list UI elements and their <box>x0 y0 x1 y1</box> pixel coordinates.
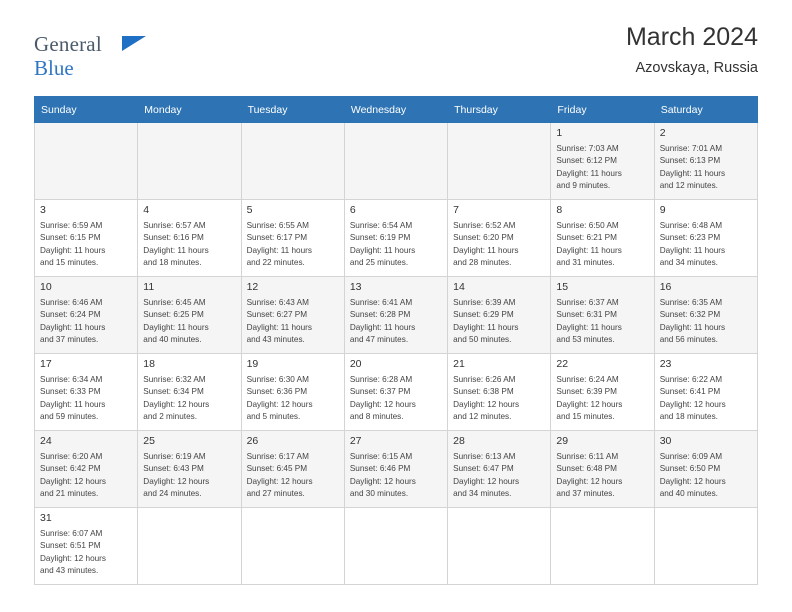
day-info-line: Daylight: 11 hours <box>246 322 312 332</box>
calendar-day-cell <box>654 354 757 431</box>
day-info-line: Sunrise: 6:59 AM <box>40 220 103 230</box>
day-info-line: and 34 minutes. <box>453 489 512 498</box>
day-info-line: Sunset: 6:16 PM <box>143 233 204 243</box>
calendar-day-cell <box>344 277 447 354</box>
calendar-day-cell <box>654 431 757 508</box>
day-number: 14 <box>453 281 465 293</box>
calendar-day-cell <box>241 431 344 508</box>
calendar-day-cell <box>241 354 344 431</box>
day-info-line: Sunset: 6:27 PM <box>246 310 308 320</box>
calendar-cell-empty <box>551 508 654 585</box>
weekday-header-thursday: Thursday <box>448 97 551 123</box>
day-info-line: and 12 minutes. <box>659 181 718 190</box>
day-info-line: Daylight: 12 hours <box>143 399 210 409</box>
calendar-cell-empty <box>35 123 138 200</box>
day-sun-info <box>247 297 339 347</box>
day-number: 13 <box>349 281 362 293</box>
sunrise-sunset-calendar <box>34 96 758 585</box>
day-info-line: and 27 minutes. <box>246 489 305 498</box>
day-info-line: and 43 minutes. <box>246 335 305 344</box>
page-title: March 2024 <box>625 23 758 51</box>
calendar-day-cell <box>35 200 138 277</box>
day-info-line: Sunrise: 6:45 AM <box>143 297 206 307</box>
title-block <box>626 22 758 76</box>
calendar-week-row <box>35 123 758 200</box>
day-info-line: Sunrise: 6:52 AM <box>453 220 516 230</box>
calendar-day-cell <box>344 431 447 508</box>
page-header <box>34 22 758 84</box>
calendar-day-cell <box>448 431 551 508</box>
day-sun-info <box>40 220 132 270</box>
calendar-day-cell <box>241 277 344 354</box>
day-info-line: Sunset: 6:12 PM <box>556 156 617 166</box>
calendar-day-cell <box>138 354 241 431</box>
day-info-line: and 47 minutes. <box>349 335 409 344</box>
day-info-line: Sunset: 6:24 PM <box>40 310 101 320</box>
day-sun-info <box>556 297 648 347</box>
day-info-line: Daylight: 12 hours <box>556 476 623 486</box>
day-info-line: Daylight: 11 hours <box>659 322 726 332</box>
day-info-line: Sunset: 6:47 PM <box>453 464 514 474</box>
day-number: 10 <box>40 281 52 293</box>
day-number: 7 <box>453 204 459 216</box>
day-info-line: Daylight: 12 hours <box>556 399 623 409</box>
day-number: 3 <box>40 204 46 216</box>
day-number: 2 <box>659 127 666 139</box>
calendar-day-cell <box>344 354 447 431</box>
day-sun-info <box>453 374 545 424</box>
weekday-header-friday: Friday <box>551 97 654 123</box>
day-info-line: Sunrise: 6:09 AM <box>659 451 723 461</box>
day-number: 1 <box>556 127 563 139</box>
day-number: 25 <box>143 435 155 447</box>
day-info-line: Sunrise: 6:30 AM <box>246 374 309 384</box>
calendar-day-cell <box>35 354 138 431</box>
day-number: 23 <box>659 358 672 370</box>
day-info-line: Sunset: 6:45 PM <box>246 464 308 474</box>
day-info-line: Daylight: 11 hours <box>659 245 726 255</box>
calendar-day-cell <box>551 431 654 508</box>
day-info-line: Sunset: 6:50 PM <box>659 464 721 474</box>
day-info-line: and 25 minutes. <box>349 258 409 267</box>
day-sun-info <box>660 143 752 193</box>
calendar-day-cell <box>551 200 654 277</box>
day-info-line: Sunrise: 6:34 AM <box>40 374 103 384</box>
day-info-line: Daylight: 11 hours <box>453 245 519 255</box>
day-info-line: Daylight: 12 hours <box>40 476 106 486</box>
day-info-line: Daylight: 11 hours <box>143 245 209 255</box>
day-info-line: Sunset: 6:46 PM <box>349 464 411 474</box>
day-info-line: and 43 minutes. <box>40 566 99 575</box>
day-info-line: Daylight: 12 hours <box>453 399 520 409</box>
day-info-line: Daylight: 11 hours <box>246 245 312 255</box>
weekday-header-monday: Monday <box>138 97 241 123</box>
calendar-day-cell <box>654 200 757 277</box>
day-info-line: Daylight: 12 hours <box>143 476 210 486</box>
day-sun-info <box>556 220 648 270</box>
day-info-line: Sunrise: 6:46 AM <box>40 297 103 307</box>
day-info-line: Daylight: 12 hours <box>659 399 726 409</box>
day-sun-info <box>556 451 648 501</box>
calendar-day-cell <box>551 354 654 431</box>
day-sun-info <box>247 220 339 270</box>
calendar-day-cell <box>551 123 654 200</box>
general-blue-logo <box>34 22 154 79</box>
day-info-line: Daylight: 11 hours <box>349 245 416 255</box>
day-info-line: Daylight: 12 hours <box>453 476 520 486</box>
calendar-day-cell <box>654 123 757 200</box>
day-info-line: Daylight: 12 hours <box>349 399 416 409</box>
day-info-line: Sunrise: 6:55 AM <box>246 220 309 230</box>
day-info-line: Sunrise: 6:48 AM <box>659 220 723 230</box>
calendar-day-cell <box>448 354 551 431</box>
day-info-line: Daylight: 11 hours <box>556 322 622 332</box>
day-info-line: Sunset: 6:32 PM <box>659 310 721 320</box>
day-number: 21 <box>453 358 465 370</box>
day-info-line: Sunset: 6:28 PM <box>349 310 411 320</box>
day-number: 6 <box>349 204 356 216</box>
day-info-line: Sunset: 6:36 PM <box>246 387 308 397</box>
day-info-line: Sunrise: 6:43 AM <box>246 297 309 307</box>
day-info-line: Sunset: 6:41 PM <box>659 387 721 397</box>
day-info-line: Sunset: 6:48 PM <box>556 464 617 474</box>
day-info-line: Sunrise: 7:03 AM <box>556 143 619 153</box>
day-info-line: and 34 minutes. <box>659 258 718 267</box>
day-info-line: Sunset: 6:23 PM <box>659 233 721 243</box>
calendar-day-cell <box>654 277 757 354</box>
day-info-line: and 12 minutes. <box>453 412 512 421</box>
day-info-line: Sunrise: 6:35 AM <box>659 297 723 307</box>
day-info-line: and 24 minutes. <box>143 489 202 498</box>
calendar-cell-empty <box>138 123 241 200</box>
calendar-week-row <box>35 200 758 277</box>
day-sun-info <box>660 220 752 270</box>
day-info-line: Sunset: 6:33 PM <box>40 387 101 397</box>
day-sun-info <box>350 374 442 424</box>
day-info-line: Daylight: 11 hours <box>659 168 726 178</box>
day-info-line: Daylight: 12 hours <box>246 399 313 409</box>
day-info-line: and 56 minutes. <box>659 335 718 344</box>
day-info-line: Sunset: 6:21 PM <box>556 233 617 243</box>
day-sun-info <box>40 451 132 501</box>
day-info-line: and 5 minutes. <box>246 412 301 421</box>
day-sun-info <box>350 220 442 270</box>
day-info-line: and 9 minutes. <box>556 181 611 190</box>
day-sun-info <box>350 297 442 347</box>
calendar-cell-empty <box>241 123 344 200</box>
day-number: 5 <box>246 204 253 216</box>
day-number: 11 <box>143 281 155 293</box>
day-sun-info <box>556 143 648 193</box>
logo-text-blue: Blue <box>34 56 74 80</box>
day-info-line: and 30 minutes. <box>349 489 409 498</box>
day-info-line: Sunrise: 6:57 AM <box>143 220 206 230</box>
day-info-line: Sunset: 6:19 PM <box>349 233 411 243</box>
calendar-body <box>35 123 758 585</box>
calendar-day-cell <box>344 200 447 277</box>
weekday-header-wednesday: Wednesday <box>344 97 447 123</box>
day-info-line: Sunset: 6:13 PM <box>659 156 721 166</box>
day-info-line: and 15 minutes. <box>556 412 615 421</box>
day-info-line: and 37 minutes. <box>40 335 99 344</box>
day-info-line: Sunset: 6:42 PM <box>40 464 101 474</box>
day-info-line: Daylight: 11 hours <box>349 322 416 332</box>
day-info-line: and 21 minutes. <box>40 489 99 498</box>
calendar-week-row <box>35 508 758 585</box>
day-sun-info <box>40 528 132 578</box>
calendar-day-cell <box>138 277 241 354</box>
calendar-day-cell <box>35 431 138 508</box>
day-info-line: Sunset: 6:29 PM <box>453 310 514 320</box>
day-info-line: Daylight: 12 hours <box>349 476 416 486</box>
day-info-line: Sunset: 6:34 PM <box>143 387 204 397</box>
day-sun-info <box>143 451 235 501</box>
day-info-line: Sunset: 6:15 PM <box>40 233 101 243</box>
day-info-line: and 18 minutes. <box>659 412 718 421</box>
day-info-line: Sunset: 6:43 PM <box>143 464 204 474</box>
calendar-cell-empty <box>138 508 241 585</box>
day-sun-info <box>143 297 235 347</box>
day-info-line: Sunrise: 6:24 AM <box>556 374 619 384</box>
calendar-cell-empty <box>654 508 757 585</box>
calendar-day-cell <box>138 200 241 277</box>
calendar-cell-empty <box>344 123 447 200</box>
day-number: 22 <box>556 358 569 370</box>
day-info-line: Sunrise: 6:07 AM <box>40 528 103 538</box>
weekday-header-tuesday: Tuesday <box>241 97 344 123</box>
day-sun-info <box>660 297 752 347</box>
day-info-line: Sunrise: 6:39 AM <box>453 297 516 307</box>
day-info-line: Sunrise: 6:26 AM <box>453 374 516 384</box>
day-number: 18 <box>143 358 155 370</box>
day-info-line: and 28 minutes. <box>453 258 512 267</box>
day-info-line: Daylight: 11 hours <box>556 245 622 255</box>
day-info-line: Sunrise: 6:11 AM <box>556 451 619 461</box>
day-sun-info <box>247 374 339 424</box>
day-info-line: Daylight: 11 hours <box>143 322 209 332</box>
day-sun-info <box>660 374 752 424</box>
logo-text-general: General <box>34 32 102 56</box>
day-number: 31 <box>40 512 52 524</box>
day-sun-info <box>350 451 442 501</box>
day-number: 15 <box>556 281 569 293</box>
day-info-line: and 31 minutes. <box>556 258 615 267</box>
day-sun-info <box>40 297 132 347</box>
day-info-line: and 40 minutes. <box>143 335 202 344</box>
day-info-line: and 22 minutes. <box>246 258 305 267</box>
weekday-header-row <box>35 97 758 123</box>
calendar-week-row <box>35 354 758 431</box>
calendar-cell-empty <box>241 508 344 585</box>
day-sun-info <box>453 297 545 347</box>
weekday-header-sunday: Sunday <box>35 97 138 123</box>
day-info-line: Sunrise: 6:17 AM <box>246 451 309 461</box>
day-number: 19 <box>246 358 259 370</box>
day-number: 26 <box>246 435 259 447</box>
calendar-cell-empty <box>448 508 551 585</box>
day-number: 9 <box>659 204 666 216</box>
day-number: 12 <box>246 281 259 293</box>
day-info-line: Sunrise: 6:19 AM <box>143 451 206 461</box>
day-number: 27 <box>349 435 362 447</box>
flag-icon <box>122 36 146 51</box>
day-info-line: and 15 minutes. <box>40 258 99 267</box>
calendar-week-row <box>35 277 758 354</box>
calendar-week-row <box>35 431 758 508</box>
day-info-line: Daylight: 11 hours <box>453 322 519 332</box>
day-number: 24 <box>40 435 52 447</box>
day-sun-info <box>453 451 545 501</box>
day-info-line: Daylight: 11 hours <box>40 399 106 409</box>
day-sun-info <box>556 374 648 424</box>
day-info-line: Daylight: 11 hours <box>556 168 622 178</box>
day-number: 29 <box>556 435 569 447</box>
day-info-line: Sunrise: 6:13 AM <box>453 451 516 461</box>
calendar-cell-empty <box>448 123 551 200</box>
day-sun-info <box>143 220 235 270</box>
day-info-line: Sunrise: 6:54 AM <box>349 220 413 230</box>
day-info-line: Daylight: 11 hours <box>40 245 106 255</box>
day-sun-info <box>143 374 235 424</box>
day-info-line: Sunset: 6:51 PM <box>40 541 101 551</box>
day-number: 30 <box>659 435 672 447</box>
day-info-line: Sunrise: 6:28 AM <box>349 374 413 384</box>
day-info-line: Sunrise: 6:32 AM <box>143 374 206 384</box>
day-info-line: Sunset: 6:39 PM <box>556 387 617 397</box>
day-info-line: Sunrise: 6:22 AM <box>659 374 723 384</box>
day-info-line: Sunset: 6:37 PM <box>349 387 411 397</box>
day-info-line: Sunset: 6:17 PM <box>246 233 308 243</box>
calendar-day-cell <box>35 277 138 354</box>
day-info-line: and 59 minutes. <box>40 412 99 421</box>
day-info-line: and 18 minutes. <box>143 258 202 267</box>
calendar-day-cell <box>138 431 241 508</box>
day-info-line: and 37 minutes. <box>556 489 615 498</box>
day-info-line: and 50 minutes. <box>453 335 512 344</box>
day-info-line: Sunset: 6:38 PM <box>453 387 514 397</box>
day-number: 16 <box>659 281 672 293</box>
day-number: 8 <box>556 204 563 216</box>
day-number: 28 <box>453 435 465 447</box>
day-info-line: Daylight: 12 hours <box>246 476 313 486</box>
day-number: 17 <box>40 358 52 370</box>
calendar-day-cell <box>35 508 138 585</box>
day-info-line: Sunrise: 6:37 AM <box>556 297 619 307</box>
day-info-line: Sunrise: 6:50 AM <box>556 220 619 230</box>
day-info-line: Sunrise: 6:15 AM <box>349 451 413 461</box>
day-info-line: and 53 minutes. <box>556 335 615 344</box>
day-info-line: Daylight: 12 hours <box>40 553 106 563</box>
day-info-line: Sunrise: 6:41 AM <box>349 297 413 307</box>
calendar-day-cell <box>448 277 551 354</box>
calendar-day-cell <box>551 277 654 354</box>
weekday-header-saturday: Saturday <box>654 97 757 123</box>
day-info-line: Sunrise: 6:20 AM <box>40 451 103 461</box>
calendar-day-cell <box>448 200 551 277</box>
day-sun-info <box>660 451 752 501</box>
day-info-line: Daylight: 12 hours <box>659 476 726 486</box>
day-info-line: Daylight: 11 hours <box>40 322 106 332</box>
day-sun-info <box>453 220 545 270</box>
day-number: 20 <box>349 358 362 370</box>
day-sun-info <box>247 451 339 501</box>
day-info-line: Sunset: 6:31 PM <box>556 310 617 320</box>
day-info-line: and 2 minutes. <box>143 412 197 421</box>
day-info-line: Sunset: 6:25 PM <box>143 310 204 320</box>
location-subtitle: Azovskaya, Russia <box>635 59 758 76</box>
day-info-line: and 8 minutes. <box>349 412 404 421</box>
day-sun-info <box>40 374 132 424</box>
day-info-line: and 40 minutes. <box>659 489 718 498</box>
calendar-day-cell <box>241 200 344 277</box>
day-info-line: Sunrise: 7:01 AM <box>659 143 723 153</box>
day-info-line: Sunset: 6:20 PM <box>453 233 514 243</box>
calendar-cell-empty <box>344 508 447 585</box>
day-number: 4 <box>143 204 150 216</box>
